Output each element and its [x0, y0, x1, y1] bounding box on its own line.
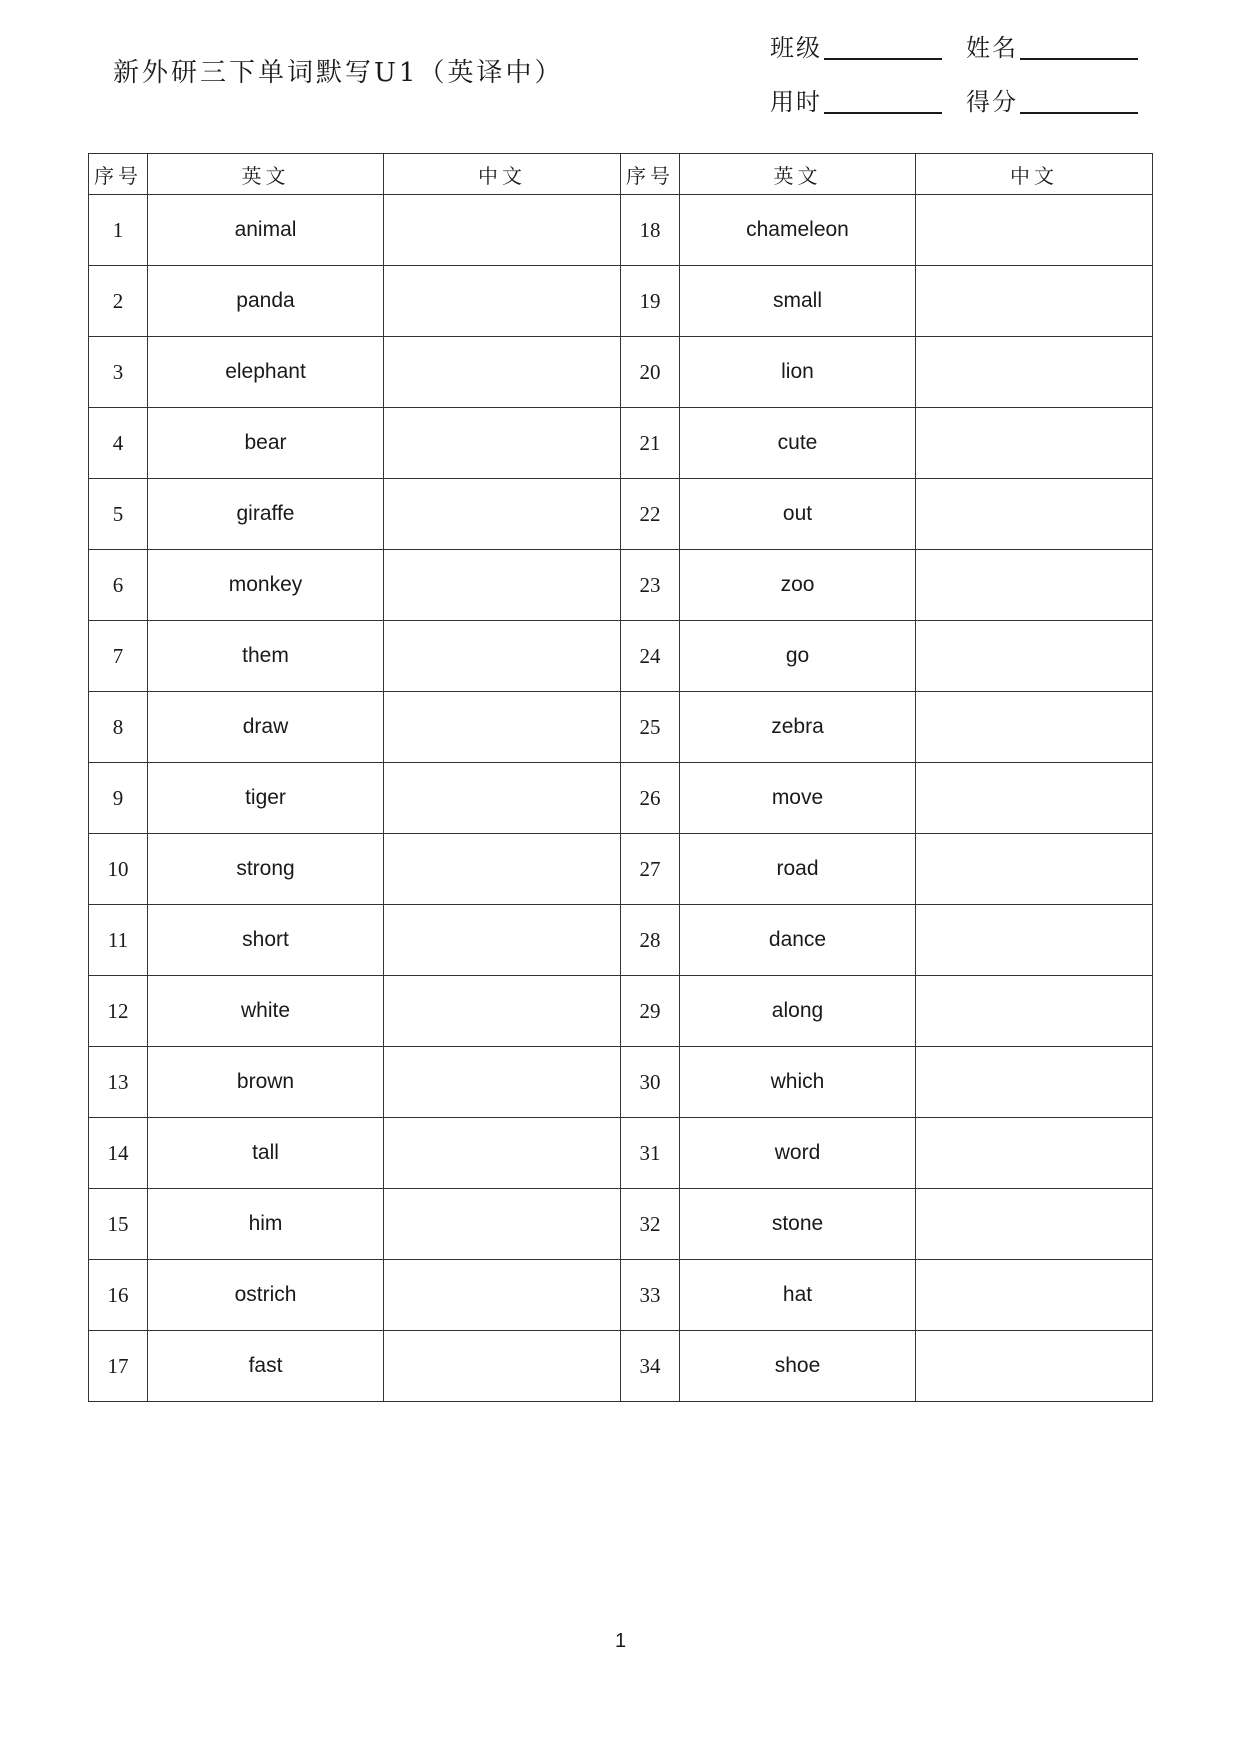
class-label: 班级: [770, 34, 822, 62]
row-number-left: 5: [89, 479, 148, 550]
class-field[interactable]: [770, 28, 942, 63]
chinese-answer-right[interactable]: [916, 763, 1153, 834]
english-word-right: hat: [680, 1260, 916, 1331]
english-word-left: elephant: [148, 337, 384, 408]
row-number-right: 30: [621, 1047, 680, 1118]
row-number-left: 3: [89, 337, 148, 408]
table-row: [89, 1260, 1153, 1331]
chinese-answer-right[interactable]: [916, 1331, 1153, 1402]
score-field[interactable]: [966, 82, 1138, 117]
table-row: [89, 621, 1153, 692]
row-number-right: 27: [621, 834, 680, 905]
page-number: 1: [614, 1630, 627, 1652]
english-word-right: go: [680, 621, 916, 692]
chinese-answer-right[interactable]: [916, 905, 1153, 976]
row-number-left: 16: [89, 1260, 148, 1331]
chinese-answer-left[interactable]: [384, 905, 621, 976]
chinese-answer-left[interactable]: [384, 1260, 621, 1331]
header-number-left: 序号: [89, 154, 148, 195]
row-number-left: 11: [89, 905, 148, 976]
row-number-left: 1: [89, 195, 148, 266]
english-word-left: tiger: [148, 763, 384, 834]
chinese-answer-left[interactable]: [384, 550, 621, 621]
row-number-left: 8: [89, 692, 148, 763]
name-field[interactable]: [966, 28, 1138, 63]
chinese-answer-left[interactable]: [384, 479, 621, 550]
english-word-right: along: [680, 976, 916, 1047]
chinese-answer-left[interactable]: [384, 337, 621, 408]
row-number-right: 33: [621, 1260, 680, 1331]
table-row: [89, 905, 1153, 976]
table-row: [89, 479, 1153, 550]
row-number-left: 4: [89, 408, 148, 479]
chinese-answer-left[interactable]: [384, 763, 621, 834]
chinese-answer-left[interactable]: [384, 1118, 621, 1189]
table-row: [89, 1118, 1153, 1189]
english-word-left: monkey: [148, 550, 384, 621]
chinese-answer-left[interactable]: [384, 976, 621, 1047]
chinese-answer-left[interactable]: [384, 1331, 621, 1402]
row-number-right: 31: [621, 1118, 680, 1189]
row-number-right: 22: [621, 479, 680, 550]
english-word-left: brown: [148, 1047, 384, 1118]
row-number-right: 21: [621, 408, 680, 479]
table-row: [89, 976, 1153, 1047]
row-number-left: 2: [89, 266, 148, 337]
row-number-left: 12: [89, 976, 148, 1047]
english-word-left: white: [148, 976, 384, 1047]
chinese-answer-right[interactable]: [916, 195, 1153, 266]
row-number-right: 28: [621, 905, 680, 976]
row-number-right: 26: [621, 763, 680, 834]
row-number-right: 34: [621, 1331, 680, 1402]
chinese-answer-right[interactable]: [916, 1118, 1153, 1189]
english-word-right: out: [680, 479, 916, 550]
row-number-right: 32: [621, 1189, 680, 1260]
header-number-right: 序号: [621, 154, 680, 195]
header-english-left: 英文: [148, 154, 384, 195]
english-word-left: ostrich: [148, 1260, 384, 1331]
english-word-right: word: [680, 1118, 916, 1189]
chinese-answer-left[interactable]: [384, 621, 621, 692]
english-word-right: small: [680, 266, 916, 337]
english-word-left: fast: [148, 1331, 384, 1402]
english-word-left: bear: [148, 408, 384, 479]
chinese-answer-left[interactable]: [384, 266, 621, 337]
row-number-right: 20: [621, 337, 680, 408]
row-number-left: 6: [89, 550, 148, 621]
chinese-answer-right[interactable]: [916, 976, 1153, 1047]
english-word-right: cute: [680, 408, 916, 479]
chinese-answer-right[interactable]: [916, 479, 1153, 550]
row-number-right: 29: [621, 976, 680, 1047]
english-word-left: short: [148, 905, 384, 976]
chinese-answer-left[interactable]: [384, 1047, 621, 1118]
english-word-left: panda: [148, 266, 384, 337]
table-row: [89, 763, 1153, 834]
name-label: 姓名: [966, 34, 1018, 62]
worksheet-title: 新外研三下单词默写U1（英译中）: [113, 58, 564, 88]
time-blank[interactable]: [824, 88, 942, 114]
chinese-answer-left[interactable]: [384, 834, 621, 905]
chinese-answer-right[interactable]: [916, 337, 1153, 408]
chinese-answer-left[interactable]: [384, 1189, 621, 1260]
chinese-answer-right[interactable]: [916, 1047, 1153, 1118]
table-row: [89, 550, 1153, 621]
table-row: [89, 1331, 1153, 1402]
table-row: [89, 408, 1153, 479]
english-word-left: draw: [148, 692, 384, 763]
row-number-left: 17: [89, 1331, 148, 1402]
english-word-right: zebra: [680, 692, 916, 763]
chinese-answer-left[interactable]: [384, 195, 621, 266]
row-number-left: 15: [89, 1189, 148, 1260]
row-number-left: 13: [89, 1047, 148, 1118]
table-header-row: [89, 154, 1153, 195]
row-number-right: 23: [621, 550, 680, 621]
row-number-left: 14: [89, 1118, 148, 1189]
chinese-answer-right[interactable]: [916, 621, 1153, 692]
english-word-left: giraffe: [148, 479, 384, 550]
chinese-answer-right[interactable]: [916, 834, 1153, 905]
chinese-answer-right[interactable]: [916, 266, 1153, 337]
row-number-left: 7: [89, 621, 148, 692]
english-word-right: dance: [680, 905, 916, 976]
class-blank[interactable]: [824, 34, 942, 60]
table-row: [89, 266, 1153, 337]
english-word-right: lion: [680, 337, 916, 408]
table-row: [89, 692, 1153, 763]
chinese-answer-right[interactable]: [916, 550, 1153, 621]
table-row: [89, 1047, 1153, 1118]
table-row: [89, 834, 1153, 905]
chinese-answer-right[interactable]: [916, 408, 1153, 479]
table-row: [89, 195, 1153, 266]
row-number-right: 25: [621, 692, 680, 763]
header-chinese-right: 中文: [916, 154, 1153, 195]
chinese-answer-left[interactable]: [384, 692, 621, 763]
score-label: 得分: [966, 88, 1018, 116]
row-number-right: 24: [621, 621, 680, 692]
score-blank[interactable]: [1020, 88, 1138, 114]
time-label: 用时: [770, 88, 822, 116]
chinese-answer-right[interactable]: [916, 1260, 1153, 1331]
chinese-answer-left[interactable]: [384, 408, 621, 479]
english-word-right: stone: [680, 1189, 916, 1260]
english-word-left: them: [148, 621, 384, 692]
english-word-left: strong: [148, 834, 384, 905]
row-number-right: 18: [621, 195, 680, 266]
row-number-left: 10: [89, 834, 148, 905]
table-row: [89, 1189, 1153, 1260]
row-number-left: 9: [89, 763, 148, 834]
english-word-left: him: [148, 1189, 384, 1260]
english-word-right: move: [680, 763, 916, 834]
english-word-right: zoo: [680, 550, 916, 621]
word-rows: [89, 195, 1153, 1402]
time-field[interactable]: [770, 82, 942, 117]
chinese-answer-right[interactable]: [916, 692, 1153, 763]
word-table: [88, 153, 1153, 1402]
chinese-answer-right[interactable]: [916, 1189, 1153, 1260]
english-word-left: tall: [148, 1118, 384, 1189]
english-word-right: shoe: [680, 1331, 916, 1402]
header-chinese-left: 中文: [384, 154, 621, 195]
english-word-right: which: [680, 1047, 916, 1118]
english-word-left: animal: [148, 195, 384, 266]
row-number-right: 19: [621, 266, 680, 337]
header-english-right: 英文: [680, 154, 916, 195]
name-blank[interactable]: [1020, 34, 1138, 60]
english-word-right: road: [680, 834, 916, 905]
english-word-right: chameleon: [680, 195, 916, 266]
table-row: [89, 337, 1153, 408]
